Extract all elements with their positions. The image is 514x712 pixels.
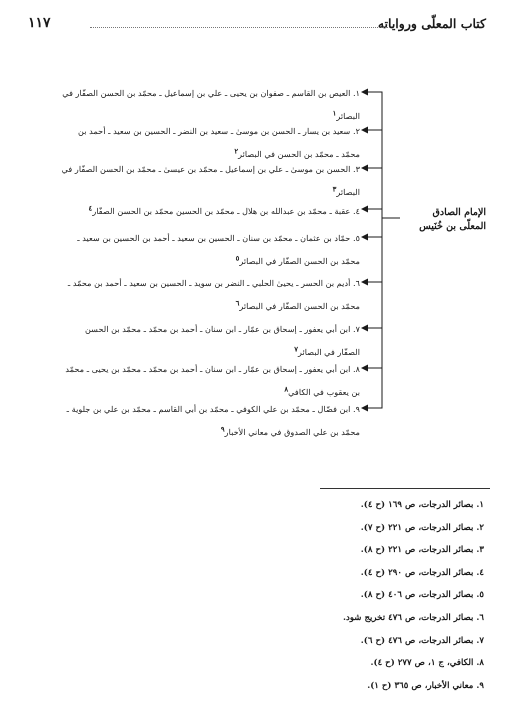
chain-line: ٤. عقبة ـ محمّد بن عبدالله بن هلال ـ محمّد بن الحسين محمّد بن الحسن الصفّار$^٤$	[88, 203, 360, 216]
page-number: ١١٧	[28, 15, 51, 31]
footnote-item: ١. بصائر الدرجات، ص ١٦٩ (ح ٤).	[360, 500, 484, 510]
footnote-item: ٨. الكافي، ج ١، ص ٢٧٧ (ح ٤).	[370, 658, 484, 669]
chain-arrow	[362, 218, 400, 368]
chain-number: ٩	[355, 404, 360, 414]
chain-text: حمّاد بن عثمان ـ محمّد بن سنان ـ الحسين بن سعيد ـ أحمد بن الحسين بن سعيد ـ	[77, 233, 351, 243]
chain-arrow	[362, 130, 400, 218]
chain-text: الصفّار في البصائر	[297, 347, 360, 357]
chain-text: ابن أبي يعفور ـ إسحاق بن عمّار ـ ابن سنان ـ أحمد بن محمّد ـ محمّد بن يحيى ـ محمّد	[65, 364, 351, 374]
footnote-marker: ٣	[332, 184, 337, 194]
chain-item	[30, 398, 360, 444]
chain-line: ٦. أديم بن الحسر ـ يحيىٰ الحلبي ـ النضر بن سويد ـ الحسين بن سعيد ـ أحمد بن محمّد ـ	[67, 278, 360, 288]
chain-text: بن يعقوب في الكافي	[288, 387, 360, 397]
chain-text: سعيد بن يسار ـ الحسن بن موسىٰ ـ سعيد بن النضر ـ الحسين بن سعيد ـ أحمد بن	[78, 126, 351, 136]
chain-arrow	[362, 92, 400, 218]
imam-node	[410, 206, 486, 234]
imam-line-2: المعلّى بن خُنَيس	[419, 221, 486, 232]
footnotes-list	[184, 494, 484, 697]
chain-line: ٧. ابن أبي يعفور ـ إسحاق بن عمّار ـ ابن سنان ـ أحمد بن محمّد ـ محمّد بن الحسن	[84, 324, 360, 334]
footnote-item: ٢. بصائر الدرجات، ص ٢٢١ (ح ٧).	[360, 522, 484, 533]
footnote-marker: ٧	[294, 344, 298, 354]
footnote-marker: ٢	[234, 146, 239, 156]
footnote-rule	[320, 488, 490, 489]
chain-arrow	[362, 218, 400, 282]
chain-arrow	[362, 209, 400, 218]
chain-line: ١. العيص بن القاسم ـ صفوان بن يحيى ـ علي بن إسماعيل ـ محمّد بن الحسن الصفّار في	[62, 88, 360, 98]
chain-line: ٢. سعيد بن يسار ـ الحسن بن موسىٰ ـ سعيد بن النضر ـ الحسين بن سعيد ـ أحمد بن	[78, 126, 360, 136]
chain-text: محمّد ـ محمّد بن الحسن في البصائر	[238, 149, 360, 159]
chain-text: محمّد بن الحسن الصفّار في البصائر	[239, 301, 360, 311]
chain-text: أديم بن الحسر ـ يحيىٰ الحلبي ـ النضر بن سويد ـ الحسين بن سعيد ـ أحمد بن محمّد ـ	[67, 278, 351, 288]
chain-number: ٧	[355, 324, 360, 334]
chain-line	[30, 421, 360, 444]
chain-line: ٨. ابن أبي يعفور ـ إسحاق بن عمّار ـ ابن سنان ـ أحمد بن محمّد ـ محمّد بن يحيى ـ محمّد	[65, 364, 360, 374]
footnote-marker: ٩	[220, 424, 225, 434]
chain-number: ٨	[355, 364, 360, 374]
chain-text: ابن أبي يعفور ـ إسحاق بن عمّار ـ ابن سنان ـ أحمد بن محمّد ـ محمّد بن الحسن	[84, 324, 351, 334]
chain-number: ١	[355, 88, 360, 98]
footnote-item: ٥. بصائر الدرجات، ص ٤٠٦ (ح ٨).	[360, 590, 484, 601]
footnote-item: ٣. بصائر الدرجات، ص ٢٢١ (ح ٨).	[360, 545, 484, 556]
footnote-marker: ٨	[284, 384, 289, 394]
chain-text: محمّد بن علي الصدوق في معاني الأخبار	[224, 427, 360, 437]
footnote-marker: ٦	[235, 298, 240, 308]
chain-arrow	[362, 218, 400, 237]
imam-line-1: الإمام الصادق	[432, 207, 486, 218]
chain-arrow	[362, 218, 400, 408]
chain-text: ابن فضّال ـ محمّد بن علي الكوفي ـ محمّد بن أبي القاسم ـ محمّد بن علي بن جلوية ـ	[66, 404, 351, 414]
chain-text: عقبة ـ محمّد بن عبدالله بن هلال ـ محمّد بن الحسين محمّد بن الحسن الصفّار	[92, 206, 351, 216]
footnote-item: ٧. بصائر الدرجات، ص ٤٧٦ (ح ٦).	[360, 635, 484, 646]
chain-text: محمّد بن الحسن الصفّار في البصائر	[239, 256, 360, 266]
footnote-marker: ٥	[235, 253, 240, 263]
running-title: كتاب المعلّى ورواياته	[377, 16, 486, 31]
chain-number: ٣	[355, 164, 360, 174]
chain-number: ٢	[355, 126, 360, 136]
chain-number: ٦	[355, 278, 360, 288]
chain-line: ٩. ابن فضّال ـ محمّد بن علي الكوفي ـ محمّد بن أبي القاسم ـ محمّد بن علي بن جلوية ـ	[66, 404, 360, 414]
chain-arrow	[362, 218, 400, 328]
footnote-item: ٦. بصائر الدرجات، ص ٤٧٦ تخريج شود.	[343, 612, 484, 623]
chain-text: البصائر	[336, 111, 360, 121]
chain-item	[30, 272, 360, 318]
chain-item	[30, 227, 360, 273]
chain-line: ٥. حمّاد بن عثمان ـ محمّد بن سنان ـ الحسين بن سعيد ـ أحمد بن الحسين بن سعيد ـ	[77, 233, 360, 243]
chain-arrow	[362, 168, 400, 218]
footnote-item: ٩. معاني الأخبار، ص ٣٦٥ (ح ١).	[367, 680, 484, 691]
footnote-marker: ١	[332, 108, 337, 118]
footnote-marker: ٤	[88, 203, 93, 213]
chain-text: العيص بن القاسم ـ صفوان بن يحيى ـ علي بن إسماعيل ـ محمّد بن الحسن الصفّار في	[62, 88, 351, 98]
chain-item	[30, 200, 360, 223]
chain-text: البصائر	[336, 187, 360, 197]
chain-line	[30, 250, 360, 273]
chain-line	[30, 295, 360, 318]
chain-line: ٣. الحسن بن موسىٰ ـ علي بن إسماعيل ـ محمّد بن عيسىٰ ـ محمّد بن الحسن الصفّار في	[61, 164, 360, 174]
chain-number: ٥	[355, 233, 360, 243]
footnote-item: ٤. بصائر الدرجات، ص ٢٩٠ (ح ٤).	[360, 567, 484, 578]
chain-number: ٤	[355, 206, 360, 216]
chain-text: الحسن بن موسىٰ ـ علي بن إسماعيل ـ محمّد بن عيسىٰ ـ محمّد بن الحسن الصفّار في	[61, 164, 351, 174]
chain-item	[30, 158, 360, 204]
